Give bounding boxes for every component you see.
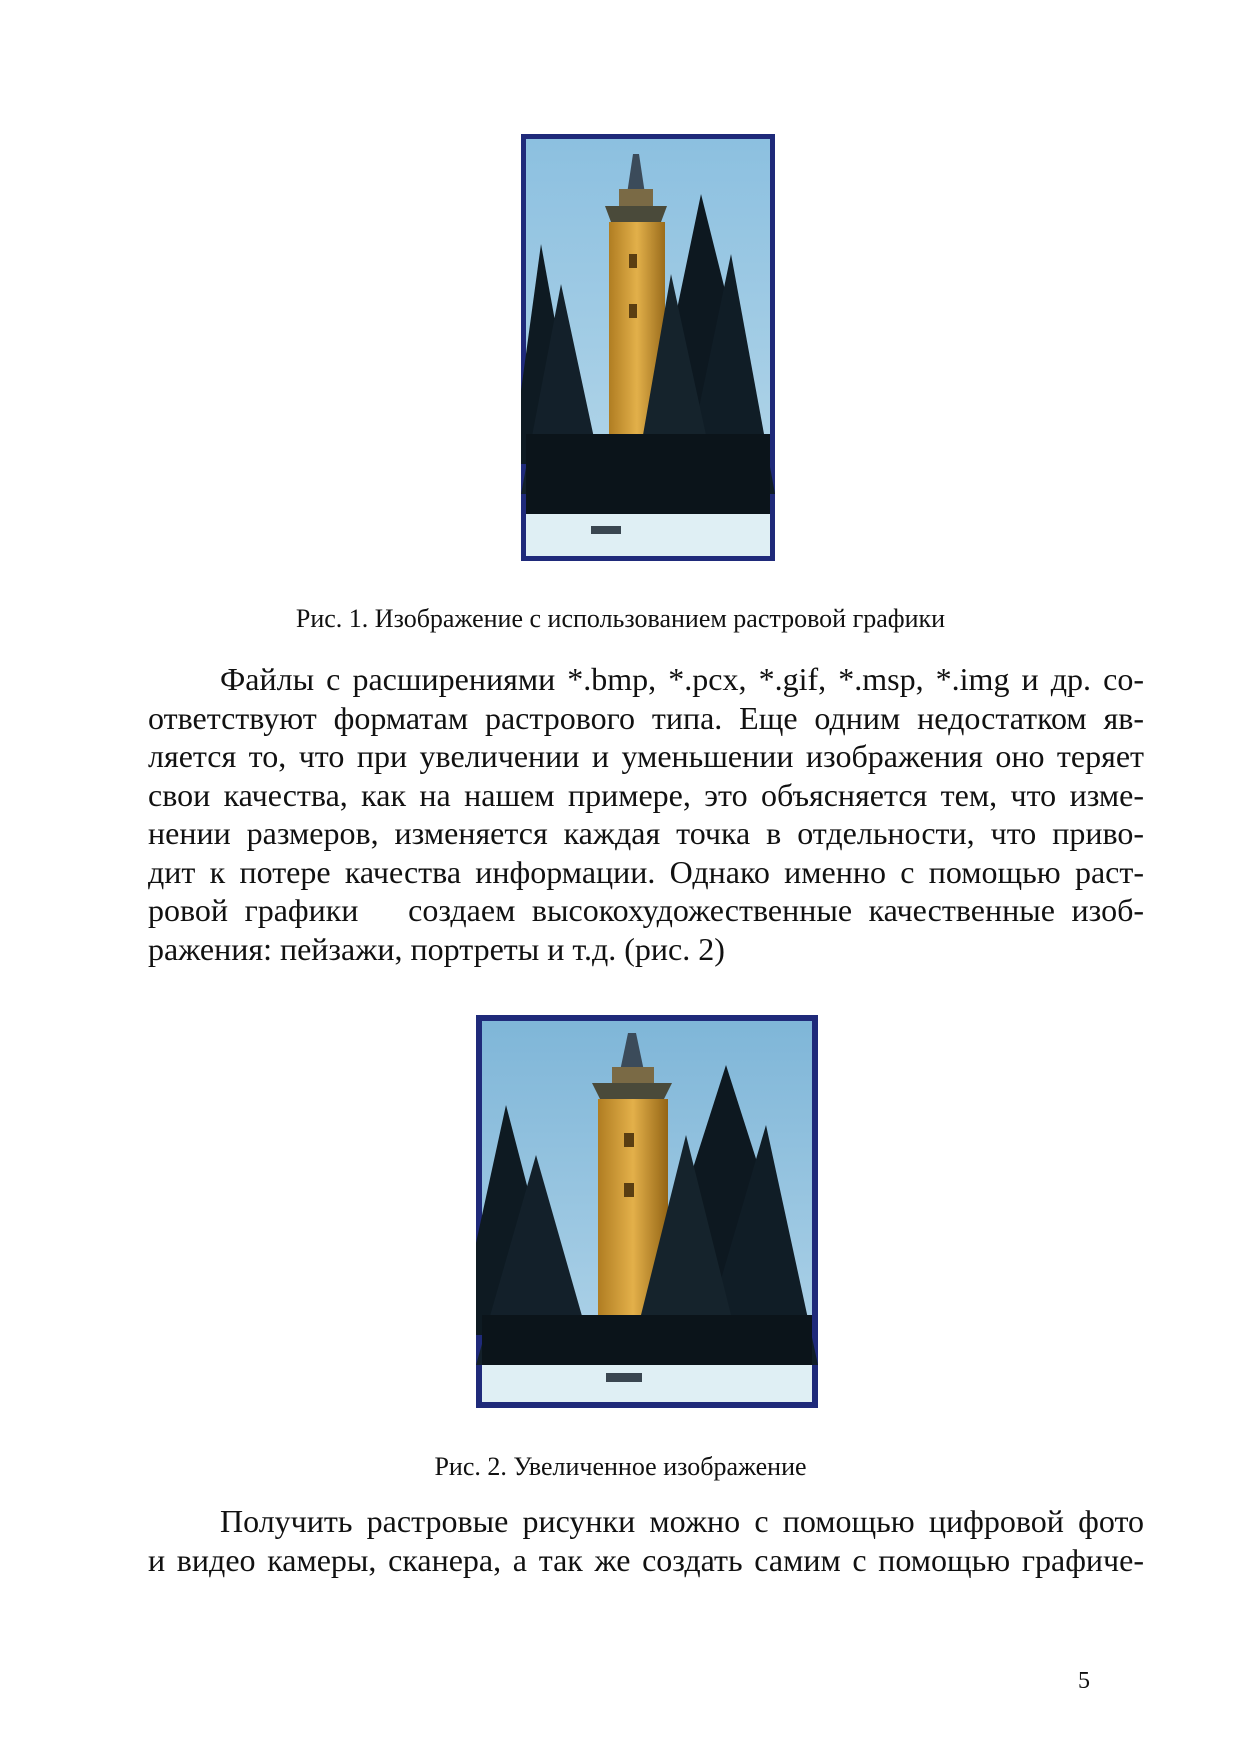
figure-2-image	[476, 1015, 818, 1408]
figure-1-caption: Рис. 1. Изображение с использованием растровой графики	[295, 604, 946, 633]
paragraph-line: Файлы с расширениями *.bmp, *.pcx, *.gif, *.msp, *.img и др. со-	[220, 661, 1144, 697]
paragraph-line: Получить растровые рисунки можно с помощью цифровой фото	[220, 1503, 1144, 1539]
paragraph-line: свои качества, как на нашем примере, это объясняется тем, что изме-	[148, 776, 1144, 813]
paragraph-2	[148, 1502, 1144, 1579]
paragraph-line: ляется то, что при увеличении и уменьшении изображения оно теряет	[148, 738, 1144, 774]
water-tower-photo	[521, 134, 775, 561]
paragraph-line: ровой графики создаем высокохудожественные качественные изоб-	[148, 892, 1144, 928]
paragraph-line: нении размеров, изменяется каждая точка в отдельности, что приво-	[148, 815, 1144, 851]
figure-2-caption: Рис. 2. Увеличенное изображение	[434, 1452, 807, 1481]
paragraph-line: ражения: пейзажи, портреты и т.д. (рис. 2)	[148, 930, 725, 967]
page-number: 5	[1078, 1668, 1090, 1694]
paragraph-line: ответствуют форматам растрового типа. Еще одним недостатком яв-	[148, 699, 1144, 736]
paragraph-line: дит к потере качества информации. Однако именно с помощью раст-	[148, 853, 1144, 890]
figure-1-image	[521, 134, 775, 561]
paragraph-line: и видео камеры, сканера, а так же создать самим с помощью графиче-	[148, 1541, 1144, 1578]
paragraph-1	[148, 660, 1144, 968]
water-tower-photo-enlarged	[476, 1015, 818, 1408]
